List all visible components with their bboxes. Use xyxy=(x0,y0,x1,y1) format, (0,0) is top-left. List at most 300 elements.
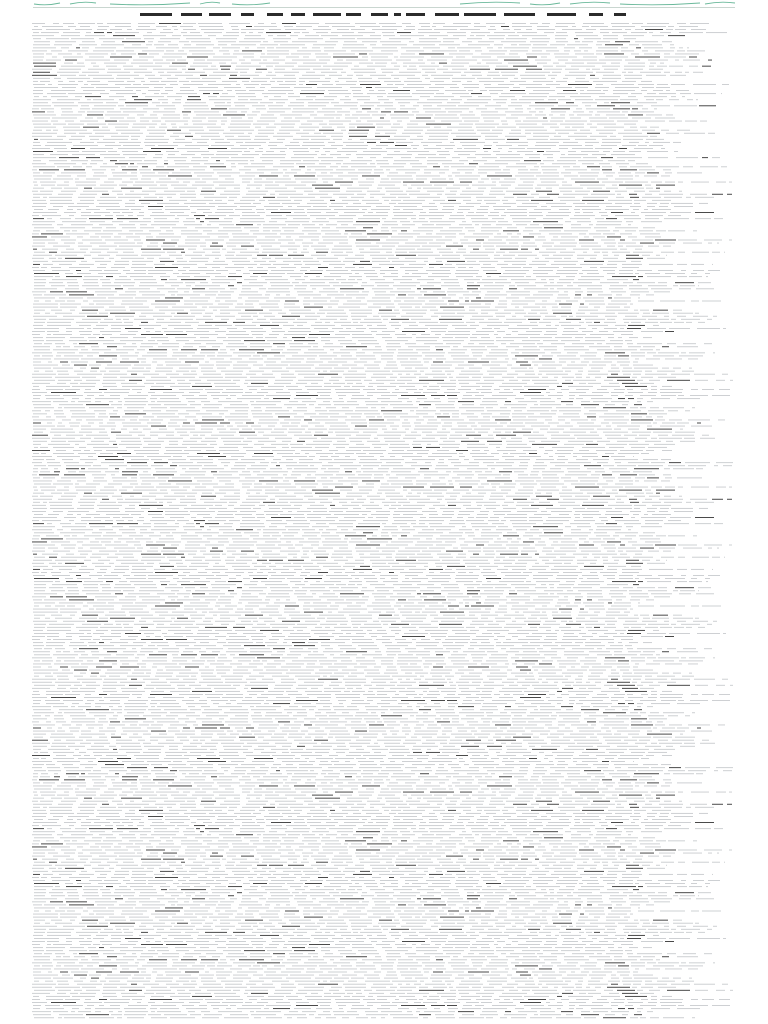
text-run xyxy=(316,32,328,33)
text-run xyxy=(558,133,569,134)
text-run xyxy=(654,444,675,445)
text-run xyxy=(107,72,130,73)
text-run xyxy=(324,383,331,384)
text-run xyxy=(134,270,146,271)
text-run xyxy=(674,322,684,323)
text-run xyxy=(183,84,203,85)
text-run xyxy=(575,87,588,88)
text-run xyxy=(545,450,553,451)
text-run xyxy=(525,72,550,73)
text-run xyxy=(286,386,298,387)
text-run xyxy=(584,237,589,238)
text-run xyxy=(352,319,361,320)
text-run xyxy=(322,227,330,228)
text-run xyxy=(180,26,193,27)
text-run xyxy=(543,154,553,155)
text-run xyxy=(401,157,411,158)
text-run xyxy=(363,465,379,466)
text-run xyxy=(419,404,431,405)
text-run xyxy=(430,221,455,222)
text-run xyxy=(82,319,101,320)
text-run xyxy=(261,246,272,247)
text-run xyxy=(320,456,328,457)
text-run xyxy=(506,142,528,143)
text-run xyxy=(122,41,145,42)
text-run xyxy=(205,218,219,219)
text-run xyxy=(522,35,547,36)
text-run xyxy=(135,298,160,299)
text-run xyxy=(582,331,593,332)
text-run xyxy=(184,301,208,302)
text-run xyxy=(87,115,103,116)
text-run xyxy=(56,355,61,356)
text-run xyxy=(658,435,668,436)
text-run xyxy=(447,374,451,375)
text-run xyxy=(378,185,395,186)
text-run xyxy=(434,398,440,399)
text-run xyxy=(129,380,142,381)
text-run xyxy=(302,230,317,231)
text-run xyxy=(288,331,311,332)
text-run xyxy=(305,386,322,387)
text-run xyxy=(296,99,313,100)
text-run xyxy=(33,90,43,91)
text-run xyxy=(279,462,297,463)
text-run xyxy=(517,197,534,198)
text-run xyxy=(637,343,662,344)
text-run xyxy=(249,359,263,360)
text-run xyxy=(554,261,578,262)
text-run xyxy=(294,154,317,155)
text-run xyxy=(139,285,164,286)
text-run xyxy=(54,435,61,436)
text-run xyxy=(598,294,612,295)
text-run xyxy=(371,60,392,61)
text-run xyxy=(79,313,97,314)
text-run xyxy=(51,188,62,189)
text-run xyxy=(483,462,494,463)
text-run xyxy=(704,343,712,344)
text-run xyxy=(405,243,427,244)
text-run xyxy=(467,416,478,417)
text-run xyxy=(132,264,146,265)
text-run xyxy=(562,334,586,335)
text-run xyxy=(557,386,562,387)
text-run xyxy=(321,337,345,338)
text-run xyxy=(95,261,111,262)
text-run xyxy=(615,215,639,216)
text-run xyxy=(395,252,407,253)
text-run xyxy=(259,368,282,369)
text-run xyxy=(443,72,461,73)
text-run xyxy=(77,54,81,55)
text-run xyxy=(57,176,71,177)
text-run xyxy=(115,84,131,85)
text-run xyxy=(386,148,411,149)
text-run xyxy=(423,145,428,146)
text-run xyxy=(111,169,115,170)
text-run xyxy=(317,258,338,259)
text-run xyxy=(433,166,440,167)
text-run xyxy=(195,133,219,134)
text-run xyxy=(603,90,608,91)
text-run xyxy=(199,90,223,91)
text-run xyxy=(346,145,368,146)
text-run xyxy=(71,38,94,39)
text-run xyxy=(647,203,657,204)
text-run xyxy=(252,105,265,106)
text-run xyxy=(54,163,76,164)
text-run xyxy=(146,368,151,369)
text-run xyxy=(613,93,628,94)
text-run xyxy=(535,188,541,189)
text-run xyxy=(496,154,520,155)
text-run xyxy=(50,200,72,201)
text-run xyxy=(458,389,471,390)
text-run xyxy=(417,453,428,454)
text-run xyxy=(465,301,469,302)
text-run xyxy=(294,200,302,201)
text-run xyxy=(424,261,428,262)
text-run xyxy=(638,276,643,277)
text-run xyxy=(683,243,702,244)
text-run xyxy=(683,166,693,167)
title-glyph xyxy=(547,13,576,16)
text-run xyxy=(657,371,675,372)
text-run xyxy=(567,285,573,286)
text-run xyxy=(172,462,193,463)
text-run xyxy=(66,328,84,329)
text-run xyxy=(80,438,91,439)
text-run xyxy=(237,426,248,427)
text-run xyxy=(336,279,346,280)
text-run xyxy=(360,261,370,262)
text-run xyxy=(267,47,274,48)
text-run xyxy=(433,377,447,378)
text-run xyxy=(303,130,315,131)
text-run xyxy=(535,108,545,109)
text-run xyxy=(155,154,163,155)
text-run xyxy=(492,130,503,131)
text-run xyxy=(446,188,460,189)
text-run xyxy=(669,121,682,122)
text-run xyxy=(590,136,607,137)
text-run xyxy=(517,233,521,234)
text-run xyxy=(285,221,309,222)
text-run xyxy=(449,377,453,378)
text-run xyxy=(501,93,526,94)
text-run xyxy=(516,163,537,164)
text-run xyxy=(114,264,129,265)
text-run xyxy=(606,307,620,308)
text-run xyxy=(643,227,655,228)
text-run xyxy=(202,416,222,417)
text-run xyxy=(500,413,510,414)
text-run xyxy=(127,29,132,30)
text-run xyxy=(531,398,551,399)
text-run xyxy=(97,294,114,295)
text-run xyxy=(387,362,396,363)
text-run xyxy=(122,182,133,183)
text-run xyxy=(214,102,225,103)
text-run xyxy=(57,166,70,167)
text-run xyxy=(170,84,178,85)
text-run xyxy=(33,359,51,360)
text-run xyxy=(547,194,559,195)
nav-link[interactable] xyxy=(70,2,96,4)
text-run xyxy=(244,151,250,152)
text-run xyxy=(447,32,466,33)
nav-link[interactable] xyxy=(460,2,520,4)
text-run xyxy=(546,84,560,85)
text-run xyxy=(133,429,138,430)
text-run xyxy=(60,75,76,76)
text-run xyxy=(386,462,401,463)
text-run xyxy=(694,374,715,375)
text-run xyxy=(515,313,526,314)
text-run xyxy=(588,383,601,384)
text-run xyxy=(462,191,484,192)
text-run xyxy=(644,47,663,48)
text-run xyxy=(164,54,187,55)
text-run xyxy=(331,102,339,103)
text-run xyxy=(34,343,42,344)
text-run xyxy=(105,459,124,460)
text-run xyxy=(563,78,568,79)
text-run xyxy=(282,456,307,457)
text-run xyxy=(346,191,362,192)
text-run xyxy=(32,331,45,332)
nav-link[interactable] xyxy=(705,2,735,4)
text-run xyxy=(34,118,50,119)
text-run xyxy=(293,258,313,259)
text-run xyxy=(337,151,357,152)
text-run xyxy=(227,139,251,140)
text-run xyxy=(358,169,372,170)
text-run xyxy=(419,389,423,390)
text-run xyxy=(362,108,371,109)
text-run xyxy=(82,151,106,152)
text-run xyxy=(148,90,160,91)
text-run xyxy=(131,267,153,268)
text-run xyxy=(222,47,240,48)
text-run xyxy=(144,383,154,384)
text-run xyxy=(59,298,83,299)
text-run xyxy=(52,438,75,439)
text-run xyxy=(151,377,167,378)
text-run xyxy=(238,96,256,97)
text-run xyxy=(295,453,300,454)
text-run xyxy=(32,224,52,225)
text-run xyxy=(72,230,77,231)
text-run xyxy=(442,298,451,299)
text-run xyxy=(138,54,147,55)
text-run xyxy=(298,374,315,375)
text-run xyxy=(419,377,428,378)
text-run xyxy=(218,206,237,207)
text-run xyxy=(75,218,87,219)
text-run xyxy=(383,157,393,158)
text-run xyxy=(376,380,395,381)
text-run xyxy=(497,331,505,332)
text-run xyxy=(187,456,203,457)
text-run xyxy=(440,267,455,268)
text-run xyxy=(292,111,314,112)
text-run xyxy=(306,72,315,73)
text-run xyxy=(259,200,265,201)
text-run xyxy=(458,209,470,210)
text-run xyxy=(349,124,373,125)
text-run xyxy=(535,240,546,241)
text-run xyxy=(153,69,177,70)
text-run xyxy=(80,368,86,369)
text-run xyxy=(641,221,662,222)
text-run xyxy=(249,90,264,91)
text-run xyxy=(250,377,275,378)
text-run xyxy=(367,441,380,442)
text-run xyxy=(139,66,162,67)
text-run xyxy=(546,50,559,51)
text-run xyxy=(77,237,83,238)
text-run xyxy=(234,50,239,51)
text-run xyxy=(569,72,593,73)
text-run xyxy=(152,102,160,103)
text-run xyxy=(565,371,571,372)
text-run xyxy=(660,392,682,393)
nav-link[interactable] xyxy=(232,3,270,5)
text-run xyxy=(686,197,691,198)
text-run xyxy=(374,447,381,448)
text-run xyxy=(409,66,416,67)
text-run xyxy=(353,203,361,204)
text-run xyxy=(398,398,409,399)
text-run xyxy=(260,325,279,326)
text-run xyxy=(575,191,590,192)
text-run xyxy=(223,441,241,442)
text-run xyxy=(61,66,85,67)
nav-link[interactable] xyxy=(110,3,190,5)
text-run xyxy=(313,206,327,207)
text-run xyxy=(553,255,573,256)
text-run xyxy=(460,115,475,116)
text-run xyxy=(533,273,548,274)
text-run xyxy=(255,249,259,250)
text-run xyxy=(258,133,274,134)
text-run xyxy=(472,57,491,58)
text-run xyxy=(543,66,553,67)
title-glyph xyxy=(589,13,603,16)
text-run xyxy=(696,288,714,289)
text-run xyxy=(288,224,300,225)
text-run xyxy=(280,151,285,152)
text-run xyxy=(321,340,330,341)
text-run xyxy=(299,127,319,128)
text-run xyxy=(386,169,390,170)
text-run xyxy=(33,99,51,100)
nav-link[interactable] xyxy=(34,3,60,5)
text-run xyxy=(223,54,230,55)
text-run xyxy=(122,151,138,152)
text-run xyxy=(160,185,167,186)
text-run xyxy=(488,72,499,73)
text-run xyxy=(678,182,683,183)
text-run xyxy=(383,413,408,414)
text-run xyxy=(121,383,137,384)
text-run xyxy=(504,310,524,311)
text-run xyxy=(661,176,670,177)
text-run xyxy=(410,139,423,140)
text-run xyxy=(660,32,671,33)
text-run xyxy=(555,301,561,302)
title-glyph xyxy=(291,13,305,16)
text-run xyxy=(515,121,521,122)
text-run xyxy=(386,365,397,366)
text-run xyxy=(700,121,707,122)
text-run xyxy=(86,404,109,405)
text-run xyxy=(496,447,500,448)
nav-link[interactable] xyxy=(570,2,610,4)
text-run xyxy=(311,240,319,241)
text-run xyxy=(645,215,663,216)
text-run xyxy=(452,413,459,414)
text-run xyxy=(522,96,547,97)
text-run xyxy=(278,416,290,417)
text-run xyxy=(595,115,600,116)
text-run xyxy=(349,237,367,238)
text-run xyxy=(369,423,394,424)
text-run xyxy=(32,258,44,259)
text-run xyxy=(312,185,333,186)
text-run xyxy=(650,63,656,64)
text-run xyxy=(624,66,645,67)
text-run xyxy=(132,96,138,97)
nav-link[interactable] xyxy=(530,3,560,5)
text-run xyxy=(139,325,161,326)
text-run xyxy=(389,38,411,39)
text-run xyxy=(655,50,674,51)
nav-link[interactable] xyxy=(620,3,700,5)
text-run xyxy=(124,404,146,405)
text-run xyxy=(51,392,76,393)
nav-link[interactable] xyxy=(200,2,220,4)
text-run xyxy=(597,221,622,222)
text-run xyxy=(449,179,453,180)
text-run xyxy=(390,444,409,445)
text-run xyxy=(108,81,124,82)
text-run xyxy=(437,69,448,70)
text-run xyxy=(263,224,286,225)
text-run xyxy=(532,261,549,262)
text-run xyxy=(635,273,639,274)
text-run xyxy=(377,96,383,97)
text-run xyxy=(467,444,485,445)
text-run xyxy=(633,374,641,375)
text-run xyxy=(229,273,236,274)
text-run xyxy=(523,435,544,436)
text-run xyxy=(403,182,424,183)
text-run xyxy=(653,310,668,311)
text-run xyxy=(220,291,234,292)
text-run xyxy=(33,316,57,317)
text-run xyxy=(303,301,327,302)
text-run xyxy=(292,282,299,283)
text-run xyxy=(470,252,494,253)
text-run xyxy=(631,212,635,213)
text-run xyxy=(308,102,329,103)
text-run xyxy=(525,423,544,424)
text-run xyxy=(495,172,510,173)
text-run xyxy=(311,255,326,256)
